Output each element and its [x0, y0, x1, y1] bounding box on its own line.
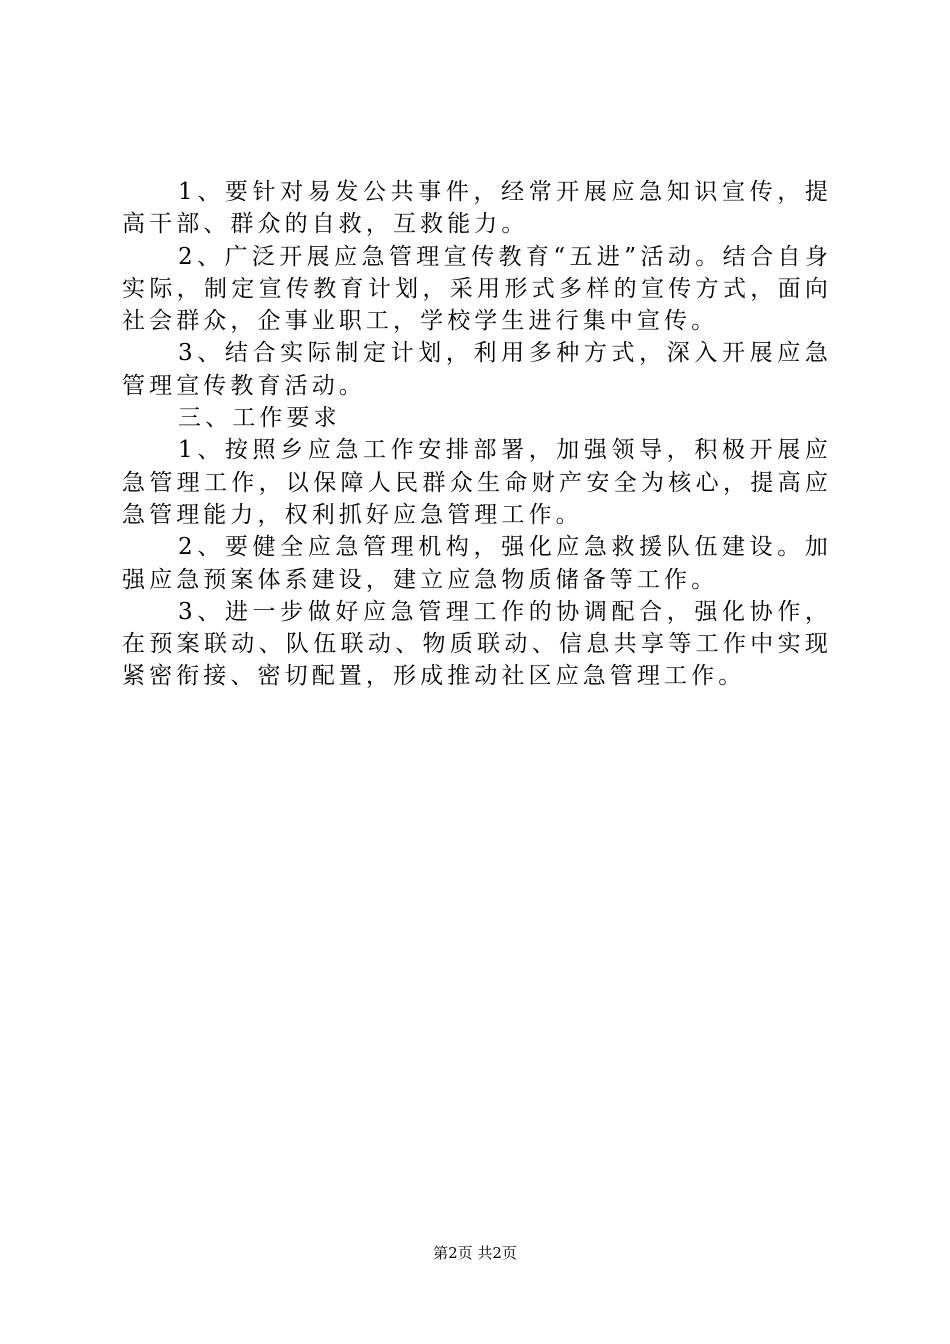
paragraph-5: 2、要健全应急管理机构，强化应急救援队伍建设。加强应急预案体系建设，建立应急物质储备等工作。 [122, 534, 832, 593]
page-number-label: 第2页 共2页 [433, 1244, 517, 1262]
paragraph-1: 1、要针对易发公共事件，经常开展应急知识宣传，提高干部、群众的自救，互救能力。 [122, 179, 832, 238]
paragraph-6: 3、进一步做好应急管理工作的协调配合，强化协作，在预案联动、队伍联动、物质联动、信息共享等工作中实现紧密衔接、密切配置，形成推动社区应急管理工作。 [122, 598, 832, 690]
paragraph-3: 3、结合实际制定计划，利用多种方式，深入开展应急管理宣传教育活动。 [122, 340, 832, 399]
document-body [122, 176, 832, 693]
section-heading-work-requirements: 三、工作要求 [178, 405, 341, 432]
page-footer [0, 1243, 950, 1263]
paragraph-4: 1、按照乡应急工作安排部署，加强领导，积极开展应急管理工作，以保障人民群众生命财产安全为核心，提高应急管理能力，权利抓好应急管理工作。 [122, 437, 832, 528]
paragraph-2: 2、广泛开展应急管理宣传教育“五进”活动。结合自身实际，制定宣传教育计划，采用形式多样的宣传方式，面向社会群众，企事业职工，学校学生进行集中宣传。 [122, 243, 832, 335]
